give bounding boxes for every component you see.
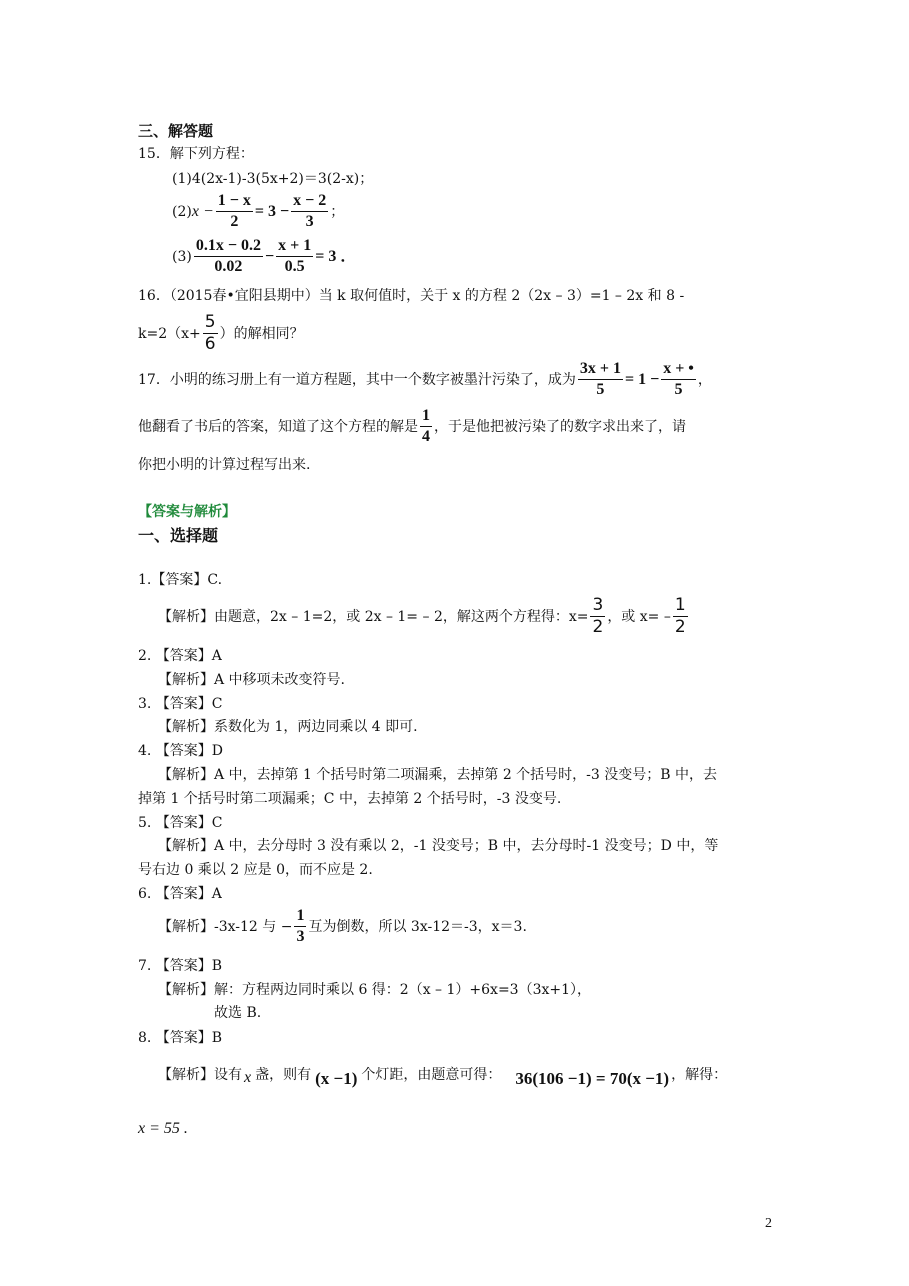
fraction [420,408,432,445]
text: 【解析】-3x-12 与 − [158,918,293,935]
explain-3: 【解析】系数化为 1，两边同乘以 4 即可. [158,719,418,735]
explain-4-line1: 【解析】A 中，去掉第 1 个括号时第二项漏乘，去掉第 2 个括号时，-3 没变号；B 中，去 [158,767,717,783]
math: (x −1) [315,1069,358,1088]
numerator: 3 [592,595,604,615]
explain-1 [158,597,690,636]
explain-8 [158,1062,727,1087]
denominator: 5 [596,381,605,398]
answer-header: 【答案与解析】 [138,504,236,520]
explain-2: 【解析】A 中移项未改变符号. [158,672,346,688]
text: ，或 x= – [607,608,671,625]
math-variable: x [244,1068,252,1086]
denominator: 3 [305,213,314,230]
label: (2) [172,203,192,220]
math: x − [191,202,214,220]
answer-1: 1.【答案】C. [138,572,223,588]
explain-4-line2: 掉第 1 个括号时第二项漏乘；C 中，去掉第 2 个括号时，-3 没变号. [138,791,562,807]
denominator: 2 [230,213,239,230]
numerator: 5 [204,312,216,332]
denominator: 6 [204,334,216,354]
fraction [590,597,605,636]
fraction [578,361,623,398]
math: = 1 − [624,370,660,388]
fraction [291,193,328,230]
explain-6 [158,908,527,945]
text: 他翻看了书后的答案，知道了这个方程的解是 [138,418,418,435]
denominator: 2 [674,617,686,637]
text: ，于是他把被污染了的数字求出来了，请 [434,418,686,435]
punct: ； [330,203,345,220]
text: 【解析】设有 [158,1066,242,1083]
math: = 3 − [254,202,290,220]
final-answer: x = 55 . [138,1120,188,1137]
numerator: 1 [674,595,686,615]
denominator: 3 [296,928,305,945]
fraction [294,908,306,945]
explain-7-line2: 故选 B. [214,1005,262,1021]
text: ，解得： [671,1066,728,1083]
text: 盏，则有 [255,1066,312,1083]
q17-line2 [138,408,686,445]
fraction [276,238,313,275]
q15-stem: 15．解下列方程： [138,146,254,162]
numerator: x + • [663,360,694,377]
denominator: 5 [674,381,683,398]
math: = 3 ． [315,247,357,265]
punct: ， [697,371,712,388]
page-number: 2 [765,1216,772,1231]
answer-2: 2. 【答案】A [138,648,222,664]
answer-8: 8. 【答案】B [138,1030,223,1046]
denominator: 4 [422,428,430,445]
numerator: x − 2 [293,192,327,209]
answer-7: 7. 【答案】B [138,958,223,974]
numerator: 1 [422,407,430,424]
text: ）的解相同？ [219,325,304,342]
denominator: 0.02 [214,258,243,275]
denominator: 2 [592,617,604,637]
q15-part2 [172,193,344,230]
text: k=2（x+ [138,325,201,342]
numerator: 1 [296,907,305,924]
label: (3) [172,248,192,265]
q15-part1: (1)4(2x-1)-3(5x+2)＝3(2-x)； [172,171,374,187]
explain-7-line1: 【解析】解：方程两边同时乘以 6 得：2（x – 1）+6x=3（3x+1）， [158,982,592,998]
numerator: 3x + 1 [579,360,621,377]
answer-6: 6. 【答案】A [138,886,222,902]
section-title-3: 三、解答题 [138,122,214,140]
numerator: 1 − x [217,192,251,209]
math: − [264,247,275,265]
numerator: x + 1 [278,237,312,254]
math: 36(106 −1) = 70(x −1) [515,1069,670,1088]
fraction [194,238,263,275]
fraction [661,361,696,398]
q15-part3 [172,238,356,275]
numerator: 0.1x − 0.2 [195,237,261,254]
answer-5: 5. 【答案】C [138,815,223,831]
q17-line3: 你把小明的计算过程写出来. [138,457,311,473]
section-title-1: 一、选择题 [138,526,219,545]
explain-5-line1: 【解析】A 中，去分母时 3 没有乘以 2，-1 没变号；B 中，去分母时-1 没变号；D 中，等 [158,838,719,854]
text: 个灯距，由题意可得： [361,1066,502,1083]
text: 【解析】由题意，2x – 1=2，或 2x – 1= – 2，解这两个方程得：x= [158,608,589,625]
text: 17．小明的练习册上有一道方程题，其中一个数字被墨汁污染了，成为 [138,371,576,388]
q16-line2 [138,314,304,353]
q17-line1 [138,361,712,398]
fraction [203,314,218,353]
text: 互为倒数，所以 3x-12＝-3，x＝3. [308,918,527,935]
fraction [216,193,253,230]
denominator: 0.5 [284,258,305,275]
answer-4: 4. 【答案】D [138,743,224,759]
explain-5-line2: 号右边 0 乘以 2 应是 0，而不应是 2. [138,862,373,878]
fraction [673,597,688,636]
q16-line1: 16．（2015春•宜阳县期中）当 k 取何值时，关于 x 的方程 2（2x – 3）=1 – 2x 和 8 - [138,288,685,304]
answer-3: 3. 【答案】C [138,696,223,712]
